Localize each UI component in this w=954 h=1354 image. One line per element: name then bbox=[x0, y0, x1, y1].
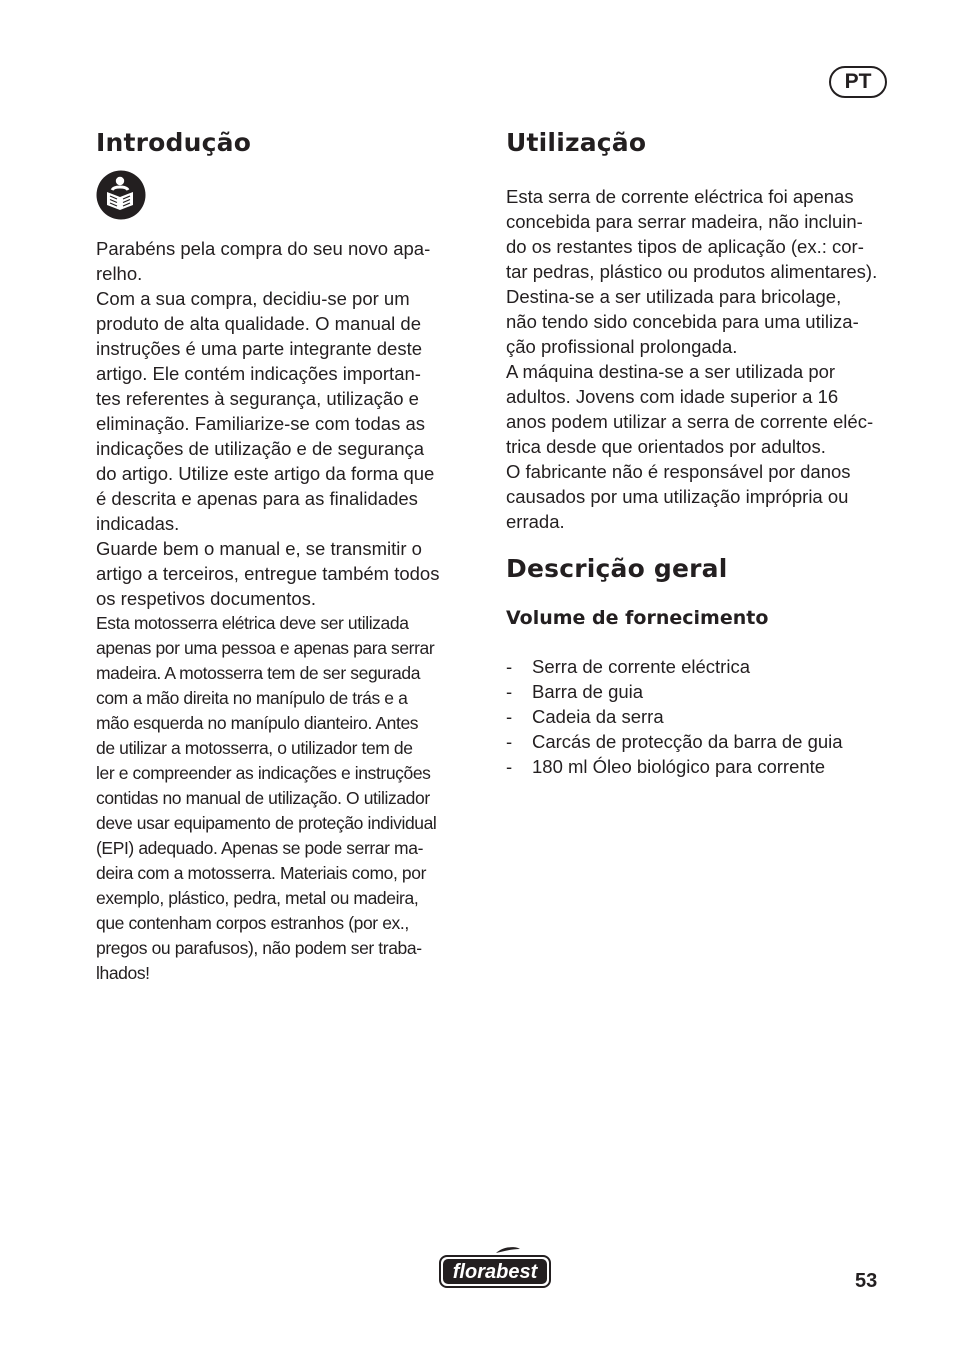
usage-column bbox=[506, 128, 891, 779]
usage-paragraph-2: A máquina destina-se a ser utilizada por adultos. Jovens com idade superior a 16 anos podem utilizar a serra de corrente eléc- trica desde que orientados por adultos. bbox=[506, 361, 874, 457]
introduction-heading: Introdução bbox=[96, 128, 252, 157]
list-item bbox=[506, 654, 891, 679]
bullet-dash: - bbox=[506, 681, 513, 702]
intro-paragraph-1: Parabéns pela compra do seu novo apa- relho. bbox=[96, 238, 431, 284]
list-item-text: Barra de guia bbox=[532, 681, 644, 702]
bullet-dash: - bbox=[506, 731, 513, 752]
list-item-text: Serra de corrente eléctrica bbox=[532, 656, 750, 677]
page-number: 53 bbox=[855, 1270, 878, 1292]
intro-paragraph-4: Esta motosserra elétrica deve ser utilizada apenas por uma pessoa e apenas para serrar madeira. A motosserra tem de ser segurada com a mão direita no manípulo de trás e a mão esquerda no manípulo dianteiro. Antes de utilizar a motosserra, o utilizador tem de ler e compreender as indicações e instruções contidas no manual de utilização. O utilizador deve usar equipamento de proteção individual (EPI) adequado. Apenas se pode serrar ma- deira com a motosserra. Materiais como, por exemplo, plástico, pedra, metal ou madeira, que contenham corpos estranhos (por ex., pregos ou parafusos), não podem ser traba- lhados! bbox=[96, 613, 437, 983]
florabest-logo bbox=[438, 1245, 552, 1290]
scope-of-delivery-list bbox=[506, 654, 891, 779]
list-item-text: 180 ml Óleo biológico para corrente bbox=[532, 756, 826, 777]
intro-paragraph-3: Guarde bem o manual e, se transmitir o artigo a terceiros, entregue também todos os respetivos documentos. bbox=[96, 538, 440, 609]
logo-text: florabest bbox=[452, 1261, 538, 1283]
list-item-text: Cadeia da serra bbox=[532, 706, 664, 727]
bullet-dash: - bbox=[506, 756, 513, 777]
read-manual-icon bbox=[96, 170, 146, 220]
list-item-text: Carcás de protecção da barra de guia bbox=[532, 731, 843, 752]
bullet-dash: - bbox=[506, 656, 513, 677]
introduction-body bbox=[96, 236, 481, 986]
language-badge: PT bbox=[829, 66, 887, 98]
usage-body bbox=[506, 184, 891, 534]
list-item bbox=[506, 754, 891, 779]
bullet-dash: - bbox=[506, 706, 513, 727]
list-item bbox=[506, 679, 891, 704]
general-description-heading: Descrição geral bbox=[506, 554, 728, 583]
usage-paragraph-3: O fabricante não é responsável por danos causados por uma utilização imprópria ou errada. bbox=[506, 461, 851, 532]
list-item bbox=[506, 704, 891, 729]
introduction-column bbox=[96, 128, 481, 986]
usage-paragraph-1: Esta serra de corrente eléctrica foi apenas concebida para serrar madeira, não incluin- do os restantes tipos de aplicação (ex.: cor- tar pedras, plástico ou produtos alimentares). Destina-se a ser utilizada para bricolage, não tendo sido concebida para uma utiliza- ção profissional prolongada. bbox=[506, 186, 878, 357]
list-item bbox=[506, 729, 891, 754]
usage-heading: Utilização bbox=[506, 128, 647, 157]
scope-of-delivery-heading: Volume de fornecimento bbox=[506, 607, 769, 629]
intro-paragraph-2: Com a sua compra, decidiu-se por um produto de alta qualidade. O manual de instruções é uma parte integrante deste artigo. Ele contém indicações importan- tes referentes à segurança, utilização e eliminação. Familiarize-se com todas as indicações de utilização e de segurança do artigo. Utilize este artigo da forma que é descrita e apenas para as finalidades indicadas. bbox=[96, 288, 435, 534]
